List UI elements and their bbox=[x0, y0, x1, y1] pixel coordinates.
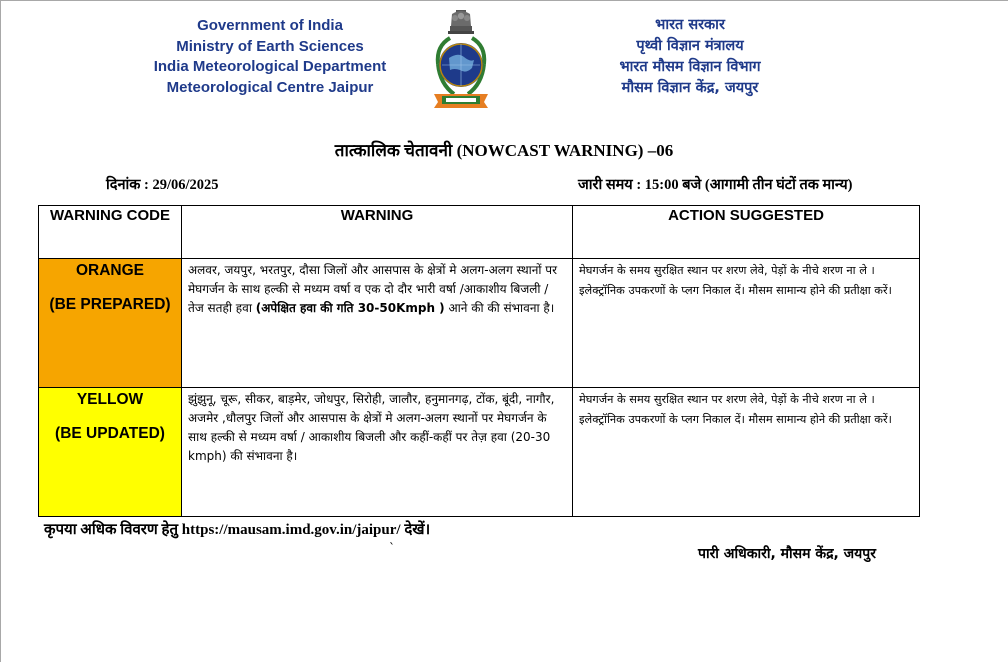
header-line: भारत सरकार bbox=[655, 17, 725, 33]
warning-table bbox=[38, 205, 920, 517]
action-text-cell: मेघगर्जन के समय सुरक्षित स्थान पर शरण लेवे, पेड़ों के नीचे शरण ना ले । इलेक्ट्रॉनिक उपकरणों के प्लग निकाल दें। मौसम सामान्य होने की प्रतीक्षा करें। bbox=[573, 259, 920, 388]
english-header bbox=[120, 16, 420, 98]
header-line: Meteorological Centre Jaipur bbox=[166, 78, 374, 96]
warning-text-bold: (अपेक्षित हवा की गति 30-50Kmph ) bbox=[255, 301, 445, 315]
warning-code-sub: (BE PREPARED) bbox=[49, 296, 171, 313]
warning-text: अलवर, जयपुर, भरतपुर, दौसा जिलों और आसपास के क्षेत्रों मे अलग-अलग स्थानों पर मेघगर्जन के साथ हल्की से मध्यम वर्षा व एक दो दौर भारी वर्षा /आकाशीय बिजली / तेज सतही हवा bbox=[188, 263, 558, 315]
header-line: मौसम विज्ञान केंद्र, जयपुर bbox=[621, 80, 759, 96]
header-action: ACTION SUGGESTED bbox=[573, 206, 920, 259]
stray-mark: ` bbox=[389, 541, 395, 555]
orange-code-cell bbox=[39, 259, 182, 388]
header-line: India Meteorological Department bbox=[153, 58, 387, 75]
warning-text-cell bbox=[182, 259, 573, 388]
document-title: तात्कालिक चेतावनी (NOWCAST WARNING) –06 bbox=[334, 141, 674, 160]
hindi-header bbox=[570, 15, 810, 99]
header-line: Government of India bbox=[197, 17, 343, 34]
warning-text: झुंझुनू, चूरू, सीकर, बाड़मेर, जोधपुर, सिरोही, जालौर, हनुमानगढ़, टोंक, बूंदी, नागौर, अजमेर ,धौलपुर जिलों और आसपास के क्षेत्रों मे अलग-अलग स्थानों पर मेघगर्जन के साथ हल्की से मध्यम वर्षा / आकाशीय बिजली और कहीं-कहीं पर तेज़ हवा (20-30 kmph) की संभावना है। bbox=[188, 392, 555, 463]
warning-code-sub: (BE UPDATED) bbox=[55, 425, 165, 442]
header-line: भारत मौसम विज्ञान विभाग bbox=[619, 59, 761, 75]
header-warning: WARNING bbox=[182, 206, 573, 259]
details-link[interactable]: कृपया अधिक विवरण हेतु https://mausam.imd.gov.in/jaipur/ देखें। bbox=[44, 522, 431, 538]
yellow-code-cell bbox=[39, 388, 182, 517]
warning-text-tail: आने की की संभावना है। bbox=[444, 301, 555, 315]
header-warning-code: WARNING CODE bbox=[39, 206, 182, 259]
issue-time: जारी समय : 15:00 बजे (आगामी तीन घंटों तक मान्य) bbox=[578, 177, 853, 193]
imd-emblem-icon bbox=[428, 8, 494, 112]
signature: पारी अधिकारी, मौसम केंद्र, जयपुर bbox=[698, 546, 876, 562]
warning-text-cell bbox=[182, 388, 573, 517]
table-row-yellow bbox=[39, 388, 920, 517]
issue-date: दिनांक : 29/06/2025 bbox=[106, 177, 219, 193]
header-line: पृथ्वी विज्ञान मंत्रालय bbox=[636, 38, 744, 54]
warning-code-label: YELLOW bbox=[76, 391, 144, 408]
header-line: Ministry of Earth Sciences bbox=[176, 37, 364, 55]
page-border-left bbox=[0, 0, 1, 662]
table-header-row bbox=[39, 206, 920, 259]
table-row-orange bbox=[39, 259, 920, 388]
warning-code-label: ORANGE bbox=[75, 262, 145, 279]
action-text-cell: मेघगर्जन के समय सुरक्षित स्थान पर शरण लेवे, पेड़ों के नीचे शरण ना ले । इलेक्ट्रॉनिक उपकरणों के प्लग निकाल दें। मौसम सामान्य होने की प्रतीक्षा करें। bbox=[573, 388, 920, 517]
page-border-top bbox=[0, 0, 1008, 1]
